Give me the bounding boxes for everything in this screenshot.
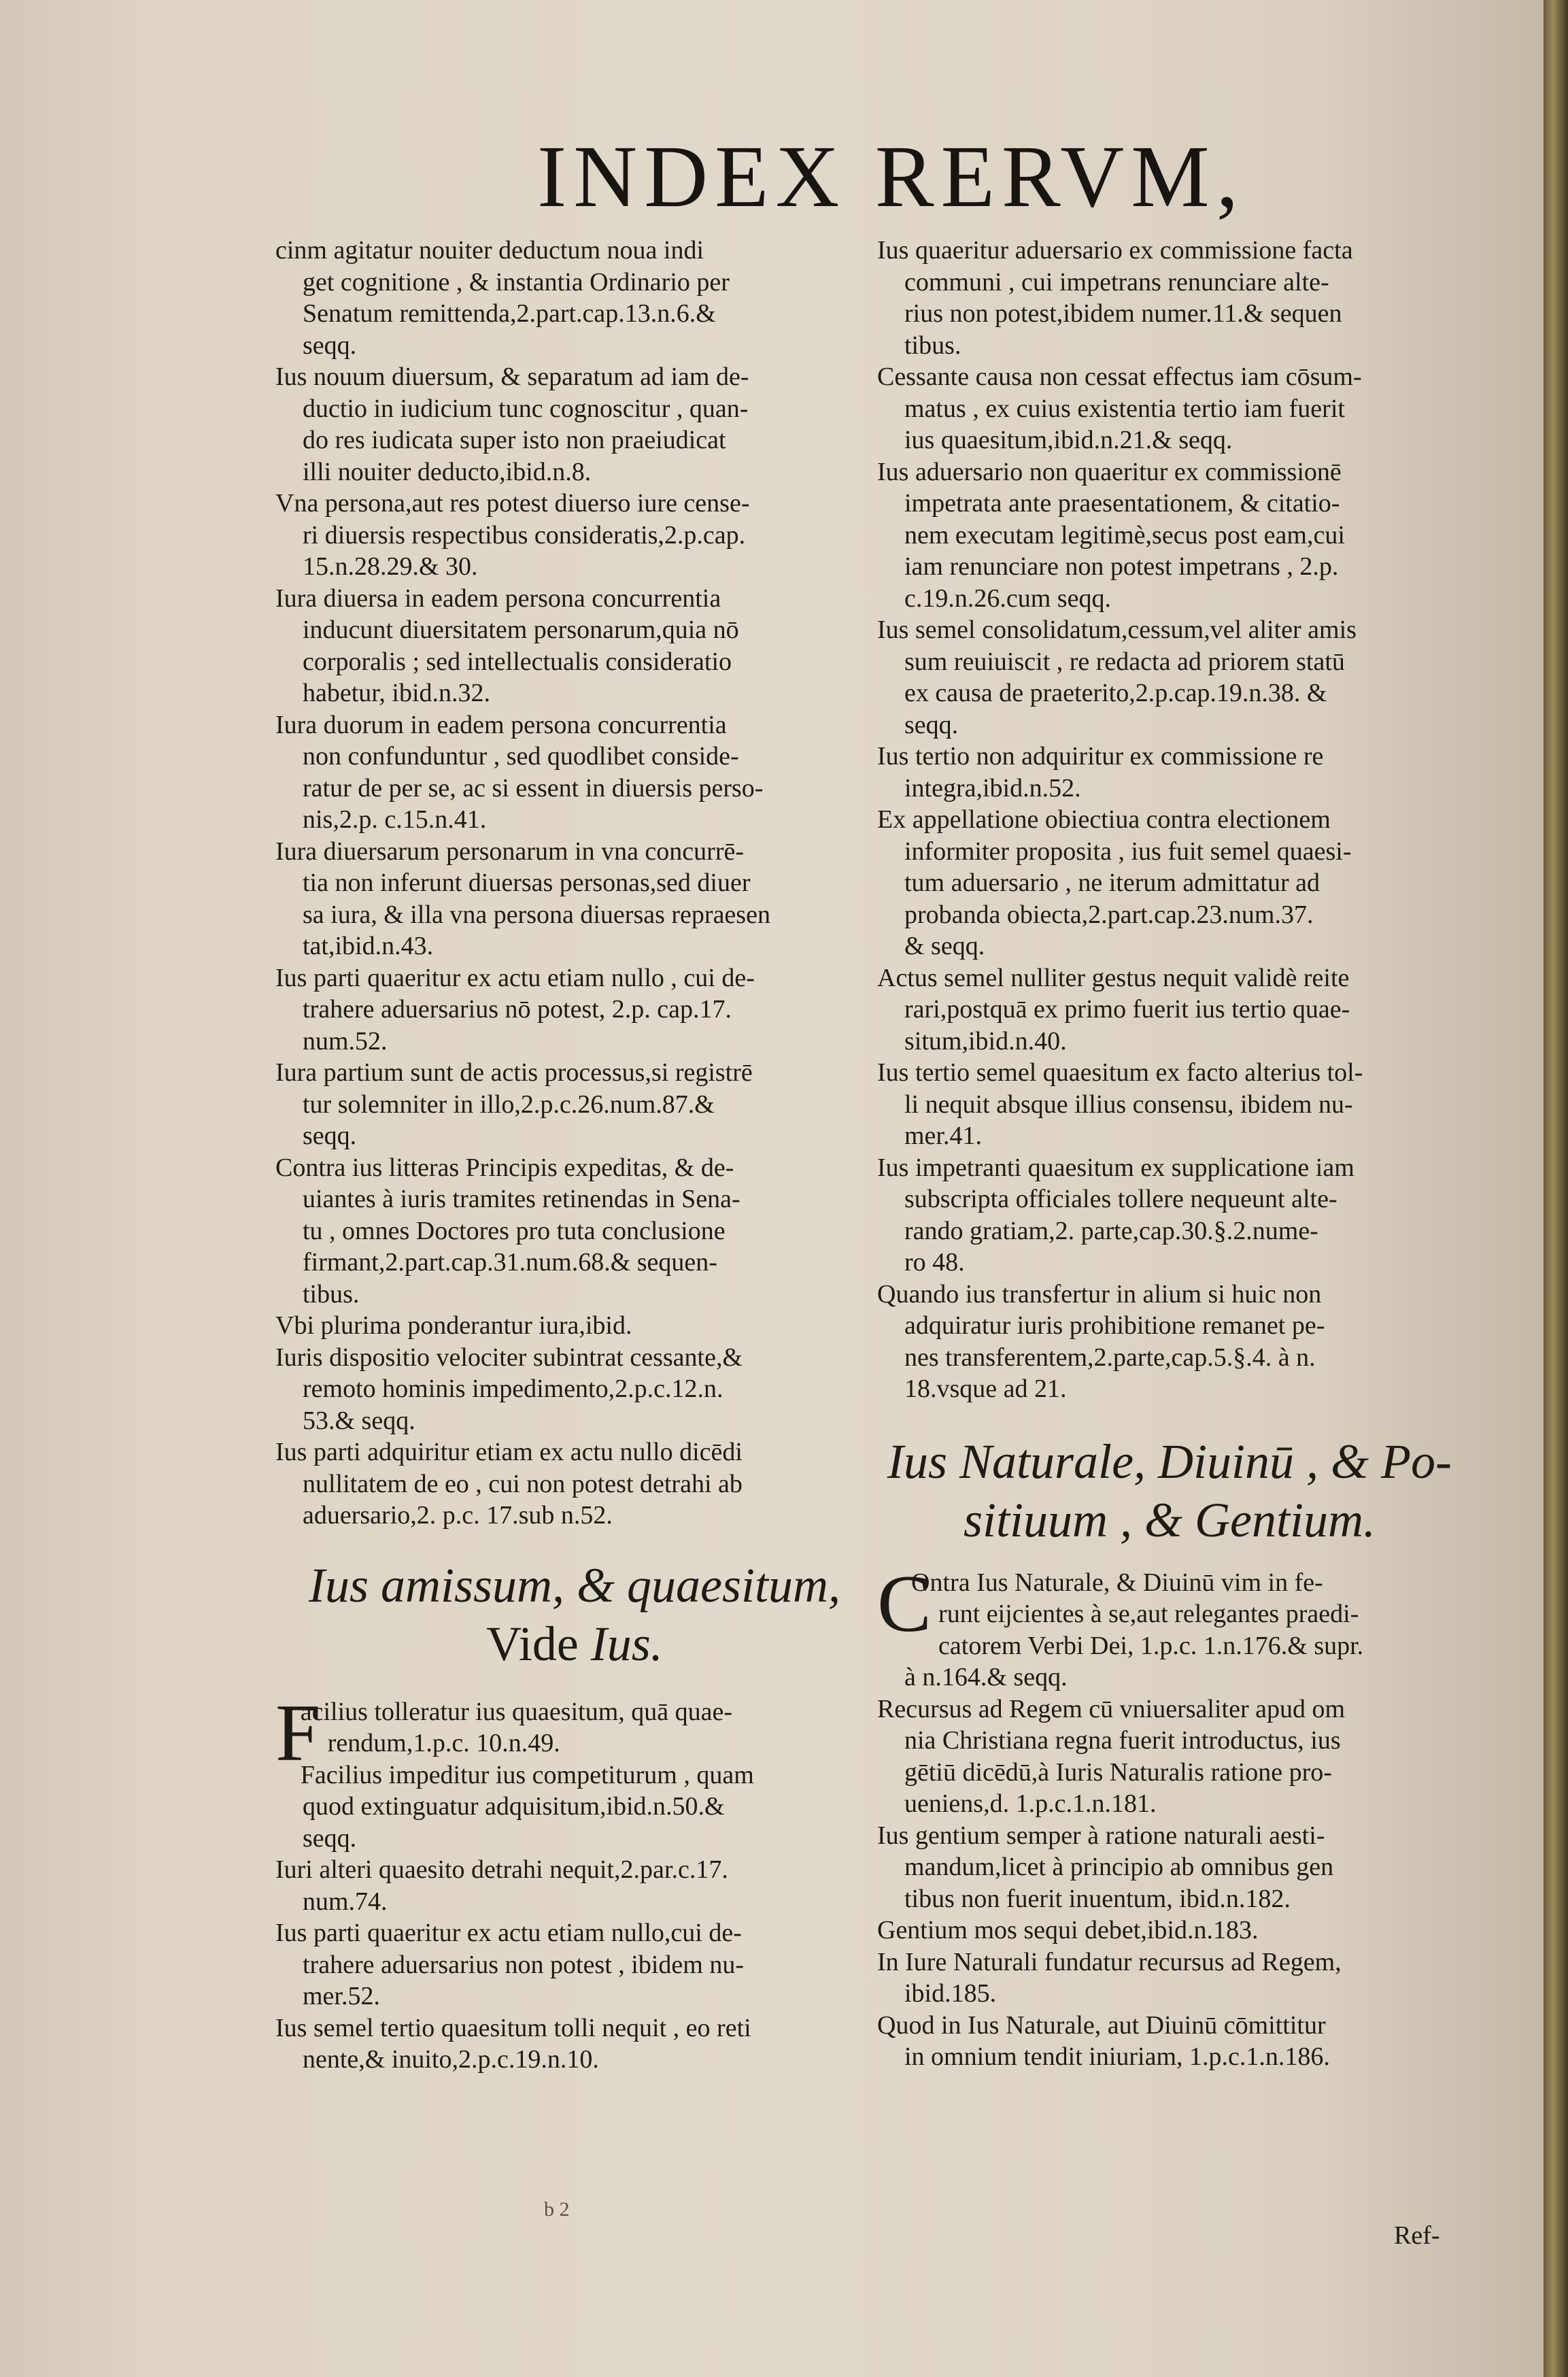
left-column [275, 235, 874, 2076]
index-entry: Iuris dispositio velociter subintrat cessante,& remoto hominis impedimento,2.p.c.12.n. 53.& seqq. [275, 1343, 743, 1435]
index-entry: Iura diuersarum personarum in vna concurrē- tia non inferunt diuersas personas,sed diuer sa iura, & illa vna persona diuersas repraesen tat,ibid.n.43. [275, 837, 770, 960]
section-title-ius: Ius. [590, 1616, 663, 1671]
index-entry: Ius impetranti quaesitum ex supplicatione iam subscripta officiales tollere nequeunt alte- rando gratiam,2. parte,cap.30.§.2.nume- ro 48. [877, 1153, 1354, 1277]
page-header: INDEX RERVM, [537, 128, 1246, 226]
index-entry: Facilius impeditur ius competiturum , quam quod extinguatur adquisitum,ibid.n.50.& seqq. [300, 1760, 754, 1853]
catchword: Ref- [1394, 2221, 1440, 2250]
index-entry: cinm agitatur nouiter deductum noua indi get cognitione , & instantia Ordinario per Senatum remittenda,2.part.cap.13.n.6.& seqq. [275, 236, 730, 360]
dropcap-entry-text: Ontra Ius Naturale, & Diuinū vim in fe- runt eijcientes à se,aut relegantes praedi- catorem Verbi Dei, 1.p.c. 1.n.176.& supr. à n.164.& seqq. [904, 1568, 1364, 1691]
index-entry: Ius aduersario non quaeritur ex commissionē impetrata ante praesentationem, & citatio- nem executam legitimè,secus post eam,cui iam renunciare non potest impetrans , 2.p. c.19.n.26.cum seqq. [877, 457, 1345, 613]
dropcap-letter: C [877, 1557, 932, 1649]
index-entry: Recursus ad Regem cū vniuersaliter apud om nia Christiana regna fuerit introductus, ius gētiū dicēdū,à Iuris Naturalis ratione pro- ueniens,d. 1.p.c.1.n.181. [877, 1694, 1346, 1818]
dropcap-entry [877, 1557, 1462, 1693]
section-title-line1: Ius Naturale, Diuinū , & Po- [887, 1434, 1452, 1489]
index-entry: Ius quaeritur aduersario ex commissione facta communi , cui impetrans renunciare alte- rius non potest,ibidem numer.11.& sequen tibus. [877, 236, 1353, 360]
right-entries-a [877, 235, 1462, 1405]
index-entry: Quod in Ius Naturale, aut Diuinū cōmittitur in omnium tendit iniuriam, 1.p.c.1.n.186. [877, 2010, 1330, 2071]
index-entry: Iura partium sunt de actis processus,si registrē tur solemniter in illo,2.p.c.26.num.87.& seqq. [275, 1058, 753, 1150]
right-column [877, 235, 1462, 2073]
index-entry: Ius gentium semper à ratione naturali aesti- mandum,licet à principio ab omnibus gen tibus non fuerit inuentum, ibid.n.182. [877, 1821, 1334, 1913]
index-entry: Contra ius litteras Principis expeditas, & de- uiantes à iuris tramites retinendas in Sena- tu , omnes Doctores pro tuta conclusione firmant,2.part.cap.31.num.68.& sequen- tibus. [275, 1153, 740, 1309]
book-edge [1544, 0, 1568, 2377]
index-entry: Ex appellatione obiectiua contra electionem informiter proposita , ius fuit semel quaesi- tum aduersario , ne iterum admittatur ad probanda obiecta,2.part.cap.23.num.37. & seqq. [877, 805, 1352, 960]
index-entry: Vna persona,aut res potest diuerso iure cense- ri diuersis respectibus consideratis,2.p.cap. 15.n.28.29.& 30. [275, 489, 750, 581]
signature-mark: b 2 [544, 2198, 570, 2221]
index-entry: Ius parti adquiritur etiam ex actu nullo dicēdi nullitatem de eo , cui non potest detrahi ab aduersario,2. p.c. 17.sub n.52. [275, 1438, 743, 1530]
dropcap-entry-text: acilius tolleratur ius quaesitum, quā quae- rendum,1.p.c. 10.n.49. [300, 1697, 733, 1757]
index-entry: In Iure Naturali fundatur recursus ad Regem, ibid.185. [877, 1947, 1342, 2008]
index-entry: Vbi plurima ponderantur iura,ibid. [275, 1311, 632, 1340]
left-entries-a [275, 235, 874, 1532]
index-entry: Iura diuersa in eadem persona concurrentia inducunt diuersitatem personarum,quia nō corporalis ; sed intellectualis consideratio habetur, ibid.n.32. [275, 584, 739, 707]
index-entry: Cessante causa non cessat effectus iam cōsum- matus , ex cuius existentia tertio iam fuerit ius quaesitum,ibid.n.21.& seqq. [877, 363, 1362, 454]
index-entry: Iuri alteri quaesito detrahi nequit,2.par.c.17. num.74. [275, 1855, 728, 1916]
section-title-vide: Vide [486, 1616, 591, 1671]
section-title-line1: Ius amissum, & quaesitum, [308, 1557, 840, 1613]
index-entry: Ius tertio semel quaesitum ex facto alterius tol- li nequit absque illius consensu, ibidem nu- mer.41. [877, 1058, 1363, 1150]
index-entry: Ius semel consolidatum,cessum,vel aliter amis sum reuiuiscit , re redacta ad priorem statū ex causa de praeterito,2.p.cap.19.n.38. & seqq. [877, 616, 1357, 739]
dropcap-entry [275, 1687, 874, 1778]
index-entry: Ius tertio non adquiritur ex commissione re integra,ibid.n.52. [877, 742, 1324, 803]
index-entry: Ius nouum diuersum, & separatum ad iam de- ductio in iudicium tunc cognoscitur , quan- do res iudicata super isto non praeiudicat illi nouiter deducto,ibid.n.8. [275, 363, 749, 486]
index-entry: Gentium mos sequi debet,ibid.n.183. [877, 1916, 1259, 1944]
index-entry: Quando ius transfertur in alium si huic non adquiratur iuris prohibitione remanet pe- nes transferentem,2.parte,cap.5.§.4. à n. 18.vsque ad 21. [877, 1279, 1325, 1403]
section-title-ius-amissum [275, 1556, 874, 1673]
index-entry: Actus semel nulliter gestus nequit validè reite rari,postquā ex primo fuerit ius tertio quae- situm,ibid.n.40. [877, 963, 1350, 1056]
section-title-line2: sitiuum , & Gentium. [964, 1492, 1376, 1547]
index-entry: Iura duorum in eadem persona concurrentia non confunduntur , sed quodlibet conside- ratur de per se, ac si essent in diuersis perso- nis,2.p. c.15.n.41. [275, 710, 764, 834]
right-entries-b [877, 1693, 1462, 2073]
section-title-ius-naturale [877, 1432, 1462, 1549]
index-entry: Ius semel tertio quaesitum tolli nequit , eo reti nente,& inuito,2.p.c.19.n.10. [275, 2013, 751, 2074]
left-entries-b [275, 1759, 874, 2076]
index-entry: Ius parti quaeritur ex actu etiam nullo,cui de- trahere aduersarius non potest , ibidem nu- mer.52. [275, 1919, 744, 2010]
dropcap-letter: F [275, 1687, 321, 1778]
index-entry: Ius parti quaeritur ex actu etiam nullo , cui de- trahere aduersarius nō potest, 2.p. cap.17. num.52. [275, 963, 755, 1056]
